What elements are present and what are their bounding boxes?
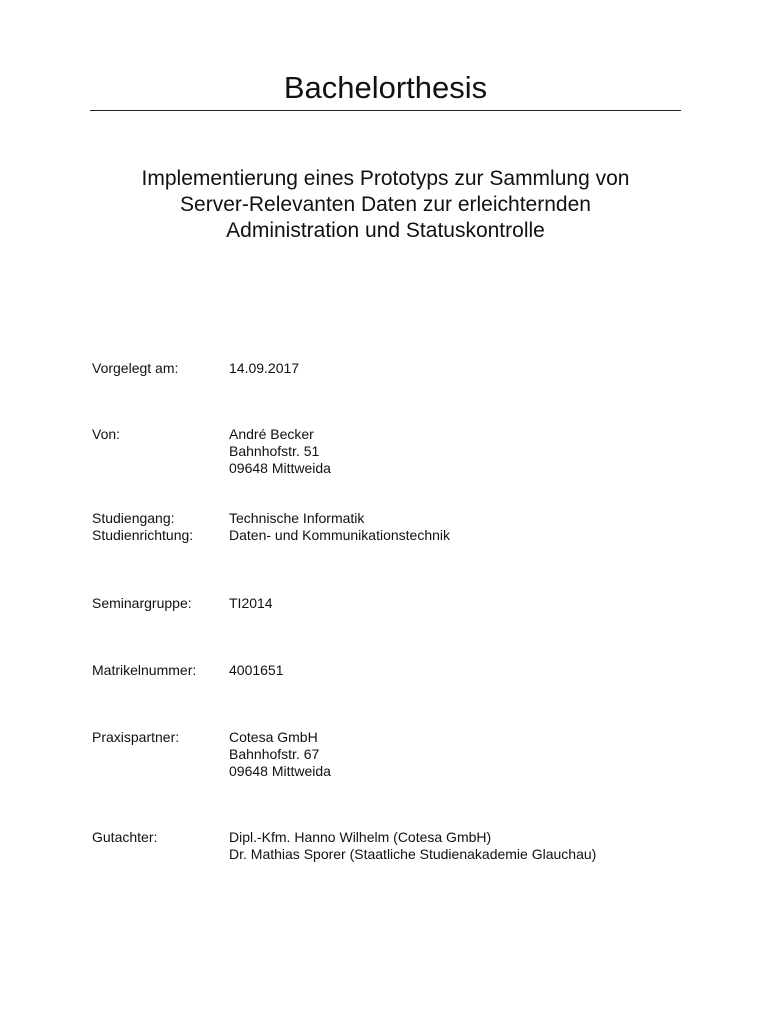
submission-date-label: Vorgelegt am: — [92, 360, 179, 376]
author-street: Bahnhofstr. 51 — [229, 443, 320, 459]
partner-street: Bahnhofstr. 67 — [229, 746, 320, 762]
practice-partner-address — [229, 729, 689, 780]
seminar-group-label: Seminargruppe: — [92, 595, 192, 611]
reviewers-list — [229, 829, 689, 863]
study-labels — [92, 510, 227, 544]
seminar-group-value: TI2014 — [229, 595, 273, 611]
study-direction-label: Studienrichtung: — [92, 527, 194, 543]
study-values — [229, 510, 689, 544]
author-city: 09648 Mittweida — [229, 460, 331, 476]
subtitle-line: Administration und Statuskontrolle — [226, 219, 545, 242]
study-program-value: Technische Informatik — [229, 510, 365, 526]
partner-name: Cotesa GmbH — [229, 729, 318, 745]
reviewer-2: Dr. Mathias Sporer (Staatliche Studienakademie Glauchau) — [229, 846, 597, 862]
document-title: Bachelorthesis — [283, 70, 488, 105]
matriculation-value: 4001651 — [229, 662, 284, 678]
reviewers-label: Gutachter: — [92, 829, 158, 845]
author-address — [229, 426, 689, 477]
author-label: Von: — [92, 426, 121, 442]
reviewer-1: Dipl.-Kfm. Hanno Wilhelm (Cotesa GmbH) — [229, 829, 492, 845]
subtitle-line: Server-Relevanten Daten zur erleichternden — [180, 193, 591, 216]
thesis-subtitle — [90, 166, 681, 244]
subtitle-line: Implementierung eines Prototyps zur Sammlung von — [141, 167, 630, 190]
study-program-label: Studiengang: — [92, 510, 175, 526]
practice-partner-label: Praxispartner: — [92, 729, 180, 745]
partner-city: 09648 Mittweida — [229, 763, 331, 779]
matriculation-label: Matrikelnummer: — [92, 662, 197, 678]
study-direction-value: Daten- und Kommunikationstechnik — [229, 527, 451, 543]
submission-date-value: 14.09.2017 — [229, 360, 300, 376]
title-divider — [90, 110, 681, 111]
author-name: André Becker — [229, 426, 314, 442]
